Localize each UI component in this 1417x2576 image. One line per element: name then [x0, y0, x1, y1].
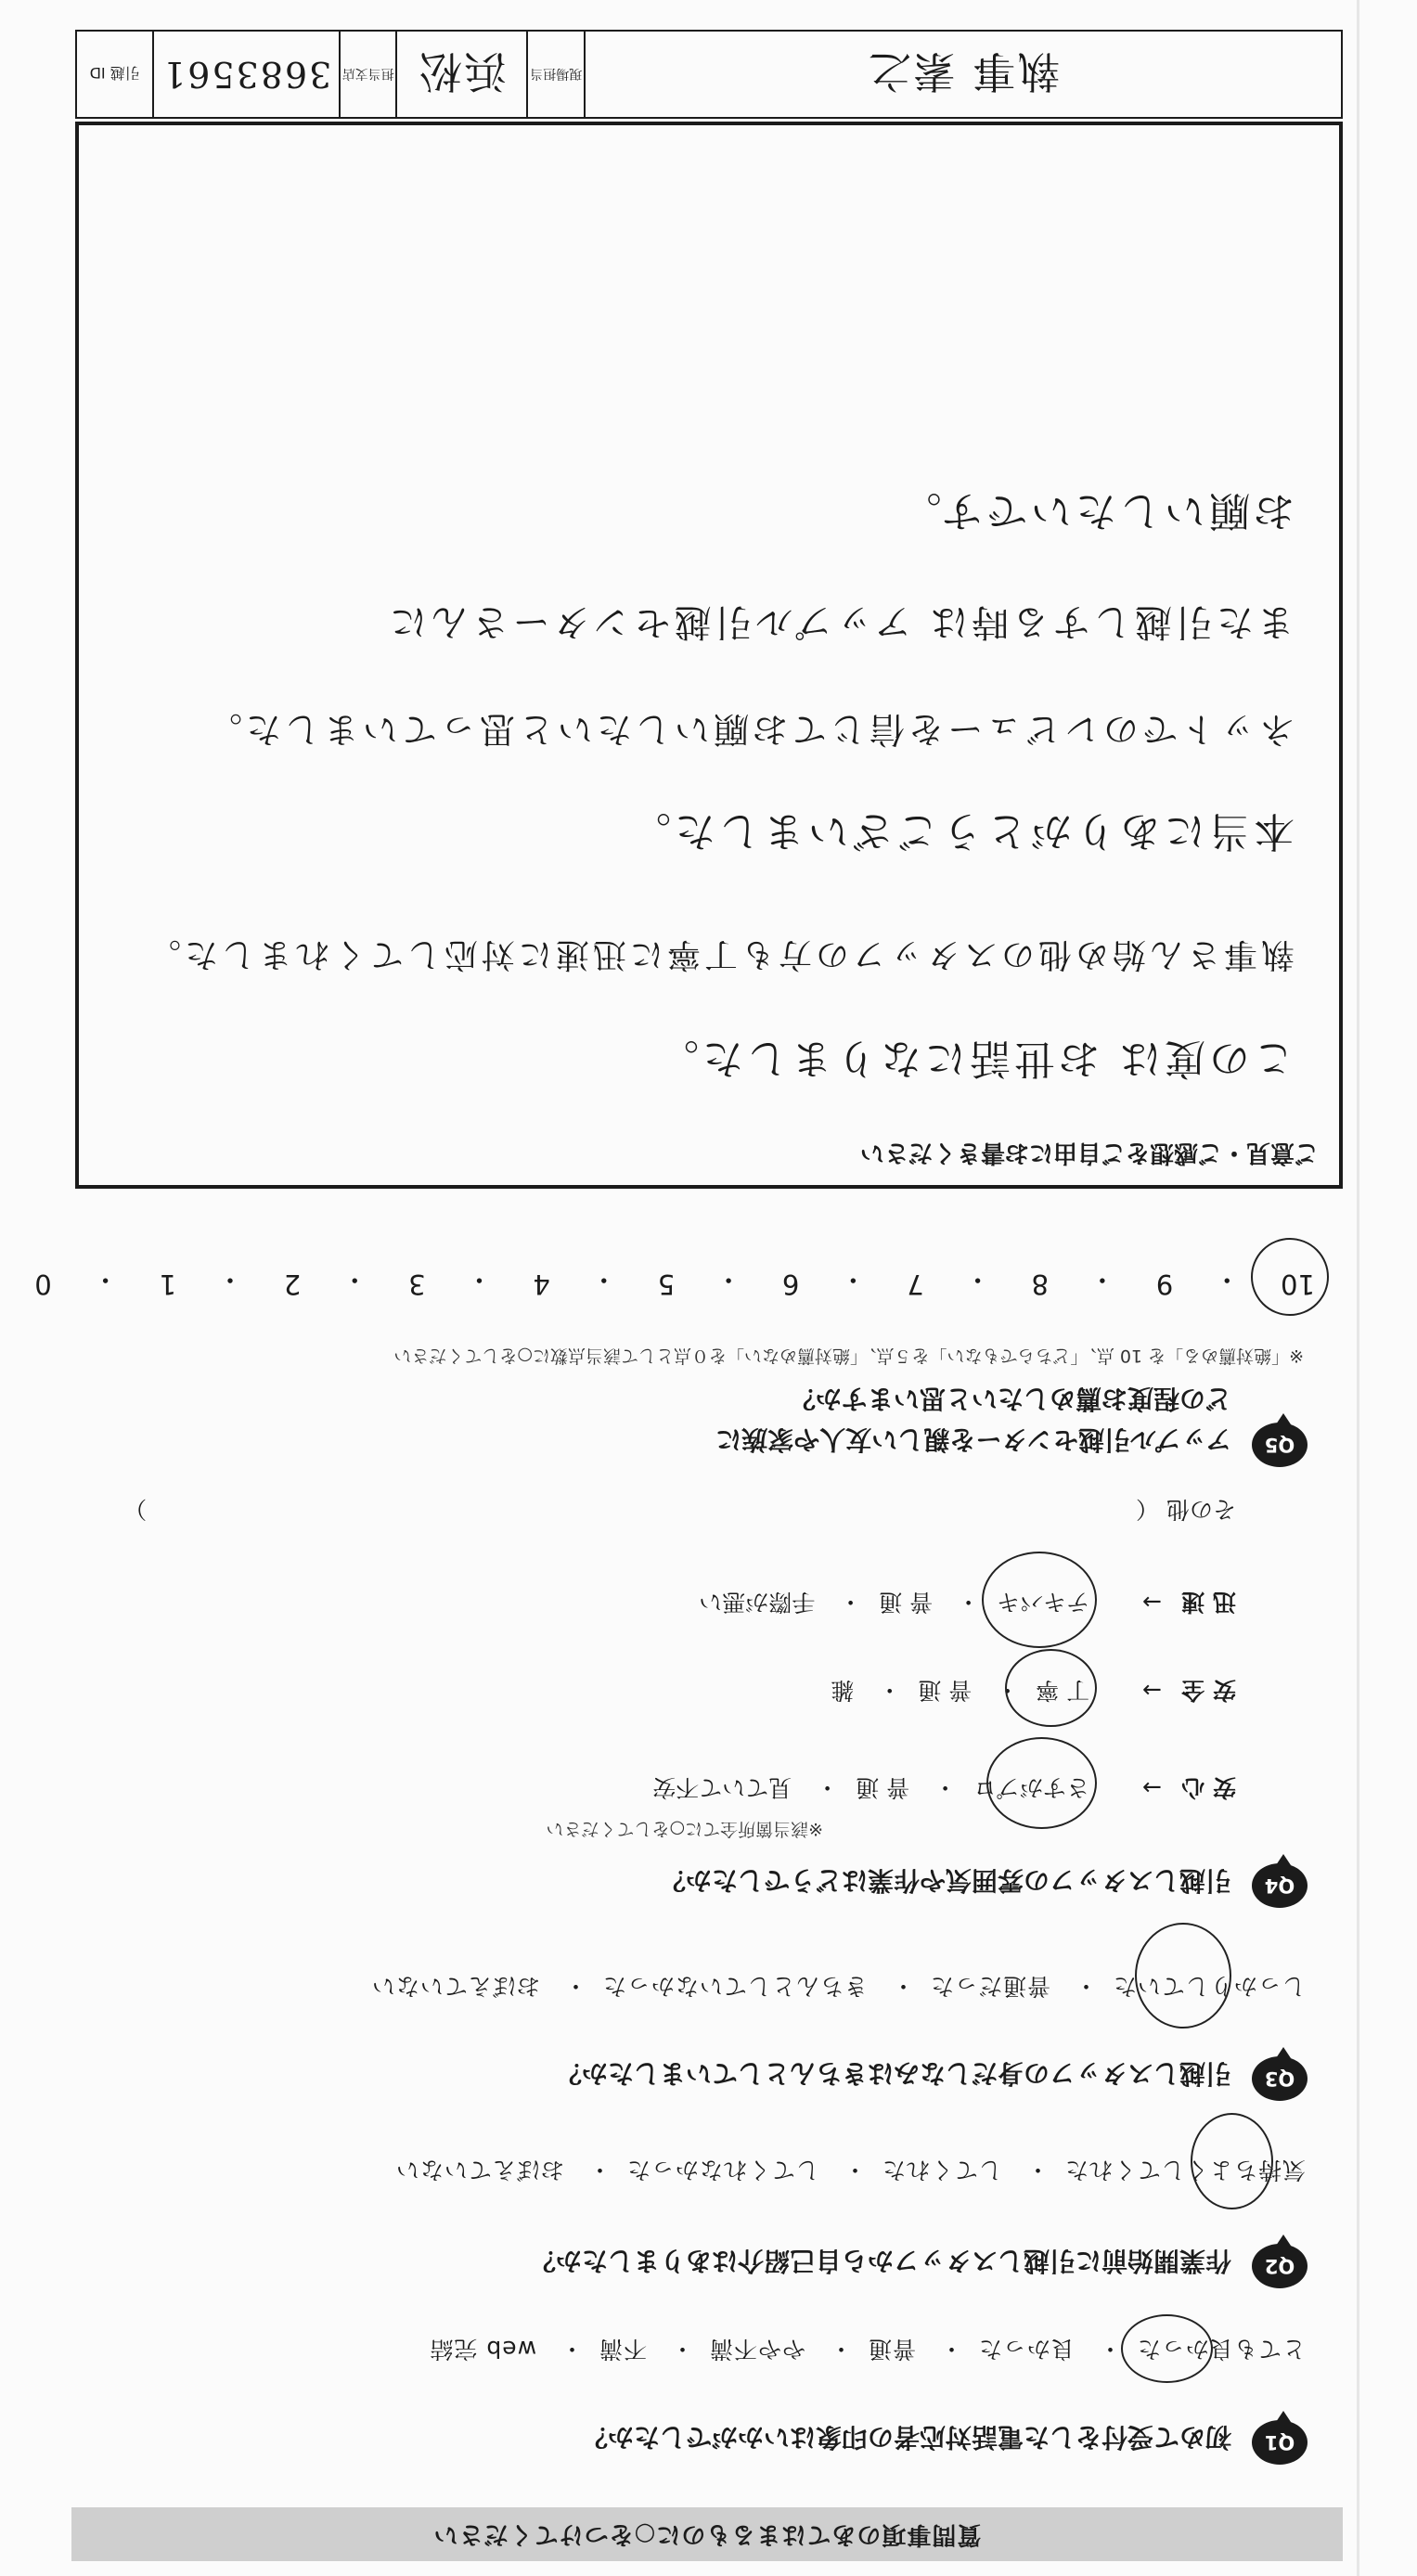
- staff-value-cell: [584, 32, 1341, 117]
- q4-note: ※該当箇所全てに○をしてください: [546, 1819, 823, 1839]
- q2-selection-circle: [1191, 2113, 1273, 2209]
- q5-text-line1: アップル引越センターを親しい友人や家族に: [715, 1424, 1231, 1455]
- score-option[interactable]: 6: [781, 1269, 800, 1300]
- q4-row-label: 安 全: [1181, 1677, 1236, 1704]
- arrow-icon: →: [1142, 1589, 1163, 1616]
- q2-option[interactable]: してくれなかった: [626, 2157, 820, 2183]
- score-option[interactable]: 2: [283, 1269, 302, 1300]
- q1-options: とても良かった・ 良かった・ 普通・ やや不満・ 不満・ web 完結: [414, 2334, 1306, 2367]
- header-instruction: 質問事項のあてはまるものに○をつけてください: [432, 2520, 982, 2548]
- q4-option[interactable]: テキパキ: [997, 1589, 1090, 1616]
- branch-label: 担当支店: [341, 66, 394, 81]
- q2-text: 作業開始前に引越しスタッフから自己紹介はありましたか？: [529, 2246, 1231, 2276]
- q4-option[interactable]: 雑: [831, 1677, 855, 1704]
- q4-anshin-circle: [986, 1737, 1097, 1829]
- branch-value: 浜松: [417, 46, 507, 97]
- q3-badge: Q3: [1252, 2056, 1308, 2101]
- arrow-icon: →: [1142, 1677, 1163, 1704]
- q4-row-label: 安 心: [1181, 1774, 1236, 1801]
- q3-option[interactable]: 普通だった: [930, 1973, 1051, 2000]
- score-option[interactable]: 5: [657, 1269, 676, 1300]
- q4-row-anzen: 安 全 → 丁 寧・ 普 通・ 雑: [814, 1675, 1236, 1708]
- q4-option[interactable]: 普 通: [918, 1677, 973, 1704]
- q4-option[interactable]: 見ていて不安: [652, 1774, 792, 1801]
- q2-options: 気持ちよくしてくれた・ してくれた・ してくれなかった・ おぼえていない: [380, 2155, 1306, 2188]
- id-value-cell: [152, 32, 339, 117]
- q4-row-jinsoku: 迅 速 → テキパキ・ 普 通・ 手際が悪い: [682, 1587, 1236, 1620]
- id-label: 引越 ID: [89, 64, 140, 83]
- q4-row-anshin: 安 心 → さすがプロ・ 普 通・ 見ていて不安: [636, 1772, 1236, 1806]
- q5-selection-circle: [1251, 1238, 1329, 1316]
- score-option[interactable]: 1: [159, 1269, 177, 1300]
- q3-option[interactable]: おぼえていない: [371, 1973, 541, 2000]
- q4-option[interactable]: さすがプロ: [973, 1774, 1090, 1801]
- score-option[interactable]: 7: [907, 1269, 924, 1300]
- q1-option[interactable]: 良かった: [978, 2336, 1076, 2363]
- q4-option[interactable]: 手際が悪い: [699, 1589, 816, 1616]
- q4-row-label: 迅 速: [1181, 1589, 1236, 1616]
- q3-option[interactable]: しっかりしていた: [1112, 1973, 1306, 2000]
- q4-other: [123, 1494, 1236, 1527]
- q3-options: しっかりしていた・ 普通だった・ きちんとしていなかった・ おぼえていない: [356, 1971, 1306, 2004]
- comment-line: また引越しする時は アップル引越センターさんに: [386, 600, 1295, 643]
- q4-option[interactable]: 丁 寧: [1036, 1677, 1090, 1704]
- staff-value: 執事 素之: [866, 46, 1061, 97]
- q4-anzen-circle: [1005, 1649, 1097, 1727]
- q4-text: 引越しスタッフの雰囲気や作業はどうでしたか？: [659, 1865, 1231, 1896]
- q3-option[interactable]: きちんとしていなかった: [602, 1973, 869, 2000]
- branch-value-cell: [395, 32, 526, 117]
- q5-score-scale: 10 ・ 9 ・ 8 ・ 7 ・ 6 ・ 5 ・ 4 ・ 3 ・ 2 ・ 1 ・ 0: [34, 1264, 1315, 1300]
- q1-option[interactable]: 不満: [599, 2336, 648, 2363]
- q1-option[interactable]: とても良かった: [1136, 2336, 1306, 2363]
- q2-badge: Q2: [1252, 2244, 1308, 2288]
- score-option[interactable]: 0: [34, 1269, 52, 1300]
- q5-text-line2: どの程度お薦めしたいと思いますか？: [789, 1384, 1231, 1414]
- q3-selection-circle: [1135, 1923, 1231, 2029]
- comment-line: お願いしたいです。: [896, 487, 1295, 535]
- branch-label-cell: [339, 32, 396, 117]
- q2-option[interactable]: 気持ちよくしてくれた: [1063, 2157, 1306, 2183]
- q4-option[interactable]: 普 通: [856, 1774, 910, 1801]
- q2-option[interactable]: おぼえていない: [395, 2157, 565, 2183]
- id-label-cell: [77, 32, 152, 117]
- q4-badge: Q4: [1252, 1863, 1308, 1908]
- q4-jinsoku-circle: [982, 1552, 1097, 1648]
- staff-label: 現場担当: [530, 66, 583, 81]
- q1-selection-circle: [1121, 2314, 1213, 2383]
- comment-box: [75, 122, 1343, 1189]
- q4-other-label: その他 （: [1136, 1496, 1236, 1523]
- q1-option[interactable]: やや不満: [709, 2336, 806, 2363]
- score-option[interactable]: 3: [408, 1269, 426, 1300]
- comment-line: 執事さん始め他のスタッフの方も丁寧に迅速に対応してくれました。: [143, 935, 1295, 973]
- comment-line: この度は お世話になりました。: [654, 1035, 1295, 1082]
- q1-option[interactable]: 普通: [868, 2336, 917, 2363]
- id-value: 3683561: [161, 54, 332, 95]
- q2-option[interactable]: してくれた: [882, 2157, 1003, 2183]
- q4-other-close: ）: [123, 1496, 148, 1523]
- score-option[interactable]: 4: [533, 1269, 550, 1300]
- q5-note: ※「絶対薦める」を 10 点、「どちらでもない」を５点、「絶対薦めない」を０点として該当点数に○をしてください: [393, 1346, 1304, 1366]
- arrow-icon: →: [1142, 1774, 1163, 1801]
- comment-title: ご意見・ご感想をご自由にお書きください: [859, 1139, 1319, 1166]
- score-option[interactable]: 10: [1281, 1269, 1315, 1300]
- staff-label-cell: [526, 32, 584, 117]
- q1-badge: Q1: [1252, 2420, 1308, 2465]
- q3-text: 引越しスタッフの身だしなみはきちんとしていましたか？: [555, 2058, 1231, 2089]
- comment-line: ネットでのレビューを信じてお願いしたいと思っていました。: [202, 709, 1295, 750]
- comment-line: 本当にありがとうございました。: [626, 807, 1295, 855]
- office-use-row: [75, 30, 1343, 119]
- q1-option[interactable]: web 完結: [429, 2336, 537, 2363]
- q4-option[interactable]: 普 通: [879, 1589, 934, 1616]
- score-option[interactable]: 9: [1155, 1269, 1174, 1300]
- q5-badge: Q5: [1252, 1423, 1308, 1467]
- score-option[interactable]: 8: [1031, 1269, 1049, 1300]
- q1-text: 初めて受付をした電話対応者の印象はいかがでしたか？: [581, 2422, 1231, 2453]
